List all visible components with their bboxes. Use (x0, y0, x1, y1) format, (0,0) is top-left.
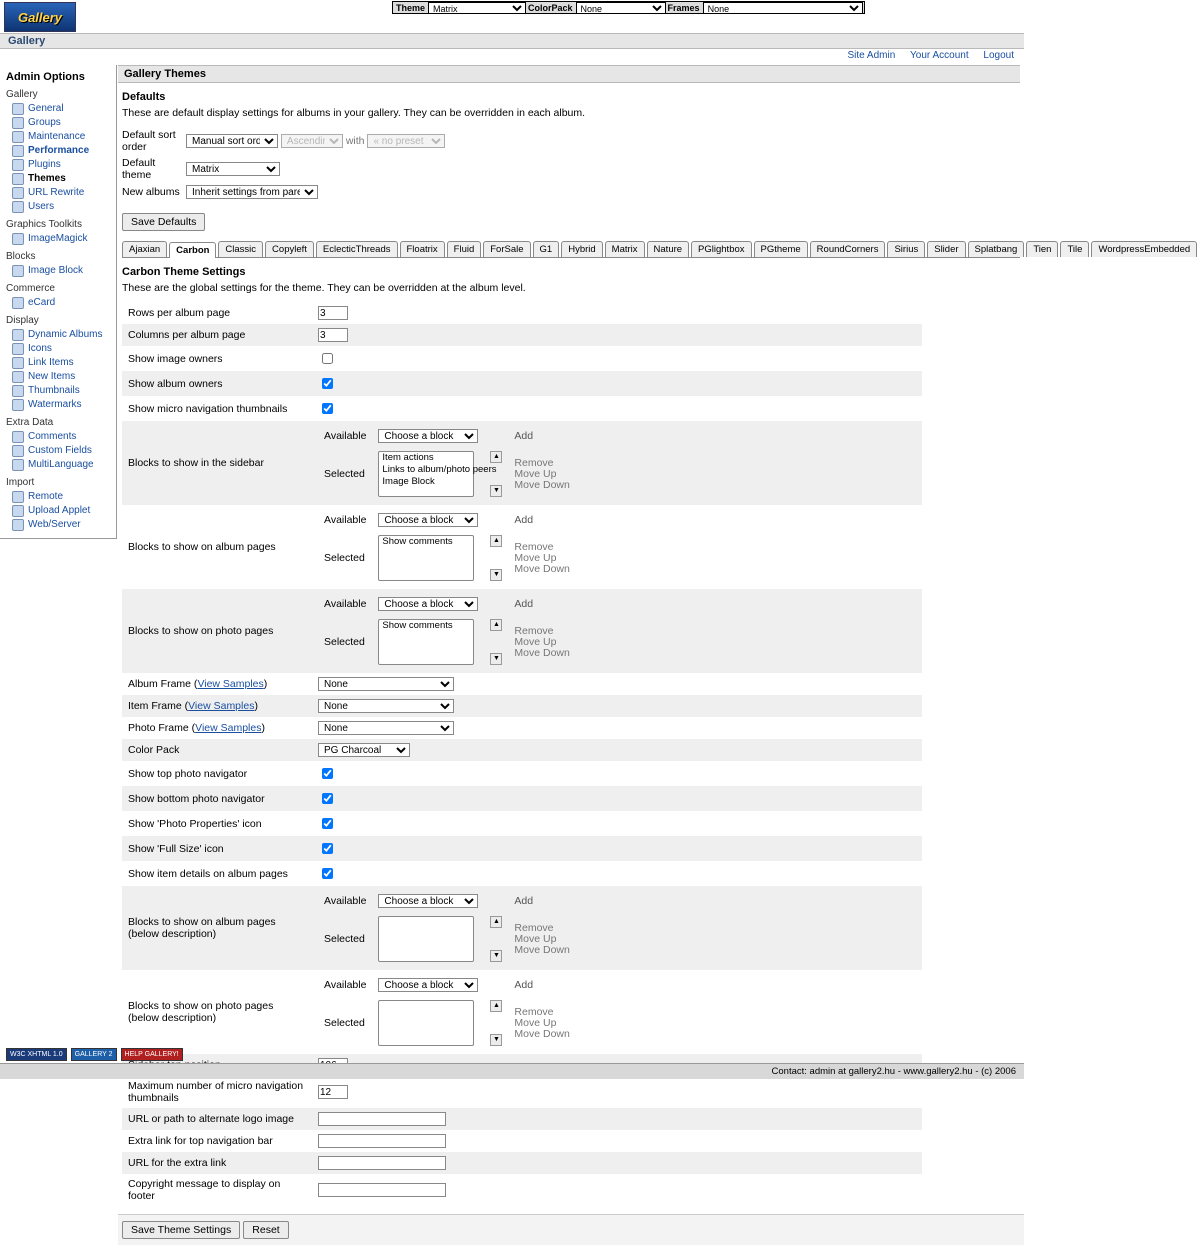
sidebar-group-title: Display (6, 315, 39, 326)
sidebar-item-general[interactable] (12, 102, 114, 115)
sidebar-item-users[interactable] (12, 200, 114, 213)
columns-per-album-page-input[interactable] (318, 328, 348, 342)
photo-below-move-down-button[interactable]: Move Down (514, 1027, 570, 1040)
thumbnail-icon (12, 385, 24, 397)
sidebar-group-title: Extra Data (6, 417, 54, 428)
new-icon (12, 371, 24, 383)
photo-remove-button[interactable]: Remove (514, 624, 554, 637)
item-frame-label: Item Frame (View Samples) (122, 695, 312, 717)
comment-icon (12, 431, 24, 443)
table-row (122, 421, 922, 505)
extra-link-url-input[interactable] (318, 1156, 446, 1170)
copyright-input[interactable] (318, 1183, 446, 1197)
blocks-album-below-label: Blocks to show on album pages (below description) (122, 886, 312, 970)
sidebar-item-ecard[interactable] (12, 296, 114, 309)
show-bottom-photo-nav-checkbox[interactable] (322, 793, 333, 804)
max-micro-nav-label: Maximum number of micro navigation thumbnails (128, 1080, 304, 1104)
photo-add-button[interactable]: Add (508, 593, 575, 615)
blocks-photo-control (312, 589, 922, 673)
photo-move-up-button[interactable]: Move Up (514, 635, 557, 648)
footer-badge[interactable]: GALLERY 2 (71, 1048, 117, 1061)
theme-settings-heading: Carbon Theme Settings (122, 266, 246, 278)
sidebar-item-maintenance[interactable] (12, 130, 114, 143)
sidebar-group-title: Import (6, 477, 35, 488)
sidebar-item-groups[interactable] (12, 116, 114, 129)
save-defaults-button[interactable]: Save Defaults (122, 213, 205, 231)
columns-per-album-page-label: Columns per album page (122, 324, 312, 346)
photo-move-down-button[interactable]: Move Down (514, 646, 570, 659)
show-bottom-photo-nav-label: Show bottom photo navigator (122, 786, 312, 811)
sidebar-group-title: Commerce (6, 283, 55, 294)
tab-classic[interactable]: Classic (218, 241, 263, 257)
frames-label: Frames (667, 2, 700, 13)
alt-logo-label: URL or path to alternate logo image (122, 1108, 312, 1130)
photo-below-move-up-button[interactable]: Move Up (514, 1016, 557, 1029)
footer-contact: Contact: admin at gallery2.hu - www.gallery2.hu - (c) 2006 (0, 1063, 1024, 1079)
logout-link[interactable]: Logout (983, 50, 1014, 61)
table-row (122, 396, 922, 421)
new-albums-label: New albums (122, 186, 180, 198)
sidebar-item-themes[interactable] (12, 172, 114, 185)
sidebar-item-performance[interactable] (12, 144, 114, 157)
table-row (122, 695, 922, 717)
table-row (122, 589, 922, 673)
preset-select[interactable] (367, 134, 445, 148)
show-micro-nav-checkbox[interactable] (322, 403, 333, 414)
sidebar-item-label: Thumbnails (28, 385, 80, 396)
sidebar-item-label: eCard (28, 297, 56, 308)
available-label: Available (324, 514, 367, 526)
table-row (122, 324, 922, 346)
sidebar-item-url-rewrite[interactable] (12, 186, 114, 199)
blocks-photo-below-control (312, 970, 922, 1054)
header-strip (0, 33, 1024, 49)
sidebar-group-title: Gallery (6, 89, 38, 100)
tab-eclecticthreads[interactable]: EclecticThreads (316, 241, 398, 257)
color-pack-label: Color Pack (122, 739, 312, 761)
sidebar-item-label: Users (28, 201, 55, 212)
sidebar-item-plugins[interactable] (12, 158, 114, 171)
tab-forsale[interactable]: ForSale (483, 241, 530, 257)
photo-below-remove-button[interactable]: Remove (514, 1005, 554, 1018)
album-below-available-select[interactable] (378, 894, 478, 908)
site-admin-link[interactable]: Site Admin (847, 50, 896, 61)
sidebar-move-down-button[interactable]: Move Down (514, 478, 570, 491)
sidebar-item-label: Image Block (28, 265, 84, 276)
photo-below-selected-list[interactable] (378, 1000, 474, 1046)
album-available-select[interactable] (378, 513, 478, 527)
sidebar-item-image-block[interactable] (12, 264, 114, 277)
sidebar-move-up-button[interactable]: Move Up (514, 467, 557, 480)
scroll-down-icon[interactable]: ▼ (490, 1034, 502, 1046)
sidebar-item-label: Maintenance (28, 131, 86, 142)
sidebar-group-title: Graphics Toolkits (6, 219, 82, 230)
show-photo-properties-label: Show 'Photo Properties' icon (128, 817, 262, 830)
show-album-owners-checkbox[interactable] (322, 378, 333, 389)
tab-copyleft[interactable]: Copyleft (265, 241, 314, 257)
show-album-owners-label: Show album owners (122, 371, 312, 396)
colorpack-select[interactable] (576, 2, 666, 14)
user-icon (12, 201, 24, 213)
sidebar-group-title: Blocks (6, 251, 36, 262)
sidebar-item-web-server[interactable] (12, 518, 114, 531)
gear-icon (12, 103, 24, 115)
table-row (122, 786, 922, 811)
default-sort-order-label: Default sort order (122, 129, 176, 153)
tab-carbon[interactable]: Carbon (169, 242, 216, 258)
sidebar-item-label: Dynamic Albums (28, 329, 103, 340)
theme-select[interactable] (428, 2, 526, 14)
tab-tile[interactable]: Tile (1060, 241, 1089, 257)
item-frame-select[interactable] (318, 699, 454, 713)
alt-logo-input[interactable] (318, 1112, 446, 1126)
watermark-icon (12, 399, 24, 411)
tab-nature[interactable]: Nature (647, 241, 690, 257)
tab-matrix[interactable]: Matrix (605, 241, 645, 257)
sidebar-item-dynamic-albums[interactable] (12, 328, 114, 341)
sidebar-selected-list[interactable] (378, 451, 474, 497)
tab-wordpressembedded[interactable]: WordpressEmbedded (1091, 241, 1197, 257)
theme-settings-description: These are the global settings for the theme. They can be overridden at the album level. (122, 282, 526, 294)
reset-button[interactable]: Reset (243, 1221, 288, 1239)
sidebar-item-thumbnails[interactable] (12, 384, 114, 397)
album-move-down-button[interactable]: Move Down (514, 562, 570, 575)
icons-icon (12, 343, 24, 355)
default-theme-select[interactable] (186, 162, 280, 176)
album-below-move-up-button[interactable]: Move Up (514, 932, 557, 945)
scroll-up-icon[interactable]: ▲ (490, 916, 502, 928)
rows-per-album-page-label: Rows per album page (128, 307, 231, 319)
default-theme-label: Default theme (122, 157, 156, 181)
table-row (122, 886, 922, 970)
table-row (122, 861, 922, 886)
sidebar-item-label: Link Items (28, 357, 74, 368)
show-image-owners-label: Show image owners (128, 352, 223, 365)
table-row (122, 970, 922, 1054)
available-label: Available (318, 593, 372, 615)
sidebar-item-label: Remote (28, 491, 64, 502)
table-row (122, 1108, 922, 1130)
extra-link-label: Extra link for top navigation bar (128, 1135, 273, 1147)
photo-below-available-select[interactable] (378, 978, 478, 992)
theme-form-actions (118, 1214, 1024, 1245)
tab-hybrid[interactable]: Hybrid (561, 241, 602, 257)
magick-icon (12, 233, 24, 245)
album-move-up-button[interactable]: Move Up (514, 551, 557, 564)
image-icon (12, 265, 24, 277)
album-selected-list[interactable] (378, 535, 474, 581)
sidebar-item-new-items[interactable] (12, 370, 114, 383)
sidebar-item-label: ImageMagick (28, 233, 88, 244)
rows-per-album-page-input[interactable] (318, 306, 348, 320)
blocks-photo-label: Blocks to show on photo pages (122, 589, 312, 673)
sidebar-add-button[interactable]: Add (508, 425, 575, 447)
theme-tabs (122, 241, 1191, 258)
scroll-up-icon[interactable]: ▲ (490, 451, 502, 463)
album-below-move-down-button[interactable]: Move Down (514, 943, 570, 956)
sidebar-item-icons[interactable] (12, 342, 114, 355)
show-micro-nav-label: Show micro navigation thumbnails (128, 402, 288, 415)
photo-below-add-button[interactable]: Add (514, 979, 534, 991)
table-row (122, 673, 922, 695)
table-row (122, 302, 922, 324)
sidebar-item-label: Comments (28, 431, 77, 442)
album-remove-button[interactable]: Remove (514, 540, 554, 553)
link-items-icon (12, 357, 24, 369)
sidebar-item-link-items[interactable] (12, 356, 114, 369)
theme-icon (12, 173, 24, 185)
table-row (122, 739, 922, 761)
gallery-logo[interactable] (4, 2, 76, 32)
available-label: Available (324, 979, 367, 991)
scroll-down-icon[interactable]: ▼ (490, 653, 502, 665)
selected-label: Selected (318, 912, 372, 966)
speed-icon (12, 145, 24, 157)
show-item-details-checkbox[interactable] (322, 868, 333, 879)
scroll-down-icon[interactable]: ▼ (490, 950, 502, 962)
show-full-size-checkbox[interactable] (322, 843, 333, 854)
remote-icon (12, 491, 24, 503)
tab-pgtheme[interactable]: PGtheme (754, 241, 808, 257)
sidebar-item-label: Icons (28, 343, 52, 354)
photo-selected-list[interactable] (378, 619, 474, 665)
top-nav-links (835, 50, 1014, 61)
available-label: Available (318, 890, 372, 912)
tab-fluid[interactable]: Fluid (447, 241, 482, 257)
tab-splatbang[interactable]: Splatbang (968, 241, 1025, 257)
blocks-album-control (312, 505, 922, 589)
sidebar-item-label: URL Rewrite (28, 187, 85, 198)
photo-frame-label: Photo Frame (View Samples) (128, 722, 265, 734)
album-frame-view-samples-link[interactable]: View Samples (197, 678, 264, 690)
save-theme-settings-button[interactable]: Save Theme Settings (122, 1221, 240, 1239)
link-icon (12, 187, 24, 199)
show-top-photo-nav-label: Show top photo navigator (128, 767, 248, 780)
tab-ajaxian[interactable]: Ajaxian (122, 241, 167, 257)
sidebar-item-label: Groups (28, 117, 61, 128)
sidebar-item-label: General (28, 103, 64, 114)
extra-link-url-label: URL for the extra link (122, 1152, 312, 1174)
sort-direction-select[interactable] (281, 134, 343, 148)
theme-label: Theme (396, 2, 426, 13)
main-content (118, 65, 1191, 1206)
album-below-remove-button[interactable]: Remove (514, 921, 554, 934)
sidebar-item-imagemagick[interactable] (12, 232, 114, 245)
blocks-album-below-control (312, 886, 922, 970)
table-row (122, 505, 922, 589)
sidebar-remove-button[interactable]: Remove (514, 456, 554, 469)
plug-icon (12, 159, 24, 171)
table-row (122, 717, 922, 739)
colorpack-label: ColorPack (528, 2, 573, 13)
table-row (122, 1152, 922, 1174)
scroll-up-icon[interactable]: ▲ (490, 535, 502, 547)
tab-tien[interactable]: Tien (1026, 241, 1058, 257)
defaults-form (122, 127, 449, 201)
footer-badge[interactable]: HELP GALLERY! (121, 1048, 183, 1061)
top-bar (0, 0, 1024, 33)
table-row (122, 346, 922, 371)
users-icon (12, 117, 24, 129)
sidebar-item-label: Themes (28, 173, 66, 184)
scroll-up-icon[interactable]: ▲ (490, 1000, 502, 1012)
scroll-down-icon[interactable]: ▼ (490, 569, 502, 581)
page-title: Gallery Themes (118, 65, 1020, 83)
language-icon (12, 459, 24, 471)
page-footer (0, 1051, 1024, 1079)
sidebar-heading: Admin Options (6, 71, 85, 83)
selected-label: Selected (318, 615, 372, 669)
extra-link-input[interactable] (318, 1134, 446, 1148)
theme-preview-toolbar (392, 1, 865, 14)
album-add-button[interactable]: Add (514, 514, 534, 526)
show-item-details-label: Show item details on album pages (128, 867, 288, 880)
blocks-album-label: Blocks to show on album pages (128, 541, 276, 553)
tab-roundcorners[interactable]: RoundCorners (810, 241, 886, 257)
sidebar-available-select[interactable] (378, 429, 478, 443)
top-nav-row (0, 49, 1024, 65)
table-row (122, 761, 922, 786)
sidebar-item-label: MultiLanguage (28, 459, 94, 470)
your-account-link[interactable]: Your Account (910, 50, 969, 61)
tab-pglightbox[interactable]: PGlightbox (691, 241, 751, 257)
show-top-photo-nav-checkbox[interactable] (322, 768, 333, 779)
scroll-down-icon[interactable]: ▼ (490, 485, 502, 497)
tab-g1[interactable]: G1 (533, 241, 560, 257)
copyright-label: Copyright message to display on footer (128, 1178, 281, 1202)
max-micro-nav-input[interactable] (318, 1085, 348, 1099)
defaults-description: These are default display settings for albums in your gallery. They can be overridden in each album. (122, 107, 586, 119)
logo-text: Gallery (17, 9, 63, 25)
sidebar-item-label: New Items (28, 371, 76, 382)
with-label: with (345, 135, 365, 147)
default-sort-order-select[interactable] (186, 134, 278, 148)
sidebar-item-label: Performance (28, 145, 90, 156)
show-photo-properties-checkbox[interactable] (322, 818, 333, 829)
item-frame-view-samples-link[interactable]: View Samples (188, 700, 255, 712)
photo-available-select[interactable] (378, 597, 478, 611)
album-icon (12, 329, 24, 341)
selected-label: Selected (318, 447, 372, 501)
frames-select[interactable] (703, 2, 863, 14)
wrench-icon (12, 131, 24, 143)
sidebar-item-comments[interactable] (12, 430, 114, 443)
show-image-owners-checkbox[interactable] (322, 353, 333, 364)
selected-label: Selected (324, 552, 365, 564)
selected-label: Selected (324, 1017, 365, 1029)
table-row (122, 836, 922, 861)
sidebar-item-label: Watermarks (28, 399, 82, 410)
blocks-photo-below-label: Blocks to show on photo pages (below description) (128, 1000, 274, 1024)
site-name: Gallery (8, 35, 46, 47)
sidebar-item-custom-fields[interactable] (12, 444, 114, 457)
sidebar-item-remote[interactable] (12, 490, 114, 503)
album-below-selected-list[interactable] (378, 916, 474, 962)
admin-sidebar (0, 65, 117, 539)
table-row (122, 1174, 922, 1206)
defaults-heading: Defaults (122, 91, 166, 103)
color-pack-select[interactable] (318, 743, 410, 757)
field-icon (12, 445, 24, 457)
tab-sirius[interactable]: Sirius (887, 241, 925, 257)
server-icon (12, 519, 24, 531)
available-label: Available (318, 425, 372, 447)
scroll-up-icon[interactable]: ▲ (490, 619, 502, 631)
album-below-add-button[interactable]: Add (508, 890, 575, 912)
upload-icon (12, 505, 24, 517)
album-frame-select[interactable] (318, 677, 454, 691)
blocks-sidebar-label: Blocks to show in the sidebar (122, 421, 312, 505)
tab-slider[interactable]: Slider (927, 241, 965, 257)
footer-badge[interactable]: W3C XHTML 1.0 (6, 1048, 67, 1061)
table-row (122, 811, 922, 836)
footer-badges (6, 1048, 183, 1061)
sidebar-item-label: Plugins (28, 159, 61, 170)
card-icon (12, 297, 24, 309)
photo-frame-select[interactable] (318, 721, 454, 735)
table-row (122, 1076, 922, 1108)
new-albums-select[interactable] (186, 185, 318, 199)
album-frame-label: Album Frame (View Samples) (128, 678, 268, 690)
sidebar-item-upload-applet[interactable] (12, 504, 114, 517)
show-full-size-label: Show 'Full Size' icon (122, 836, 312, 861)
table-row (122, 1130, 922, 1152)
blocks-sidebar-control (312, 421, 922, 505)
sidebar-item-label: Upload Applet (28, 505, 91, 516)
sidebar-item-watermarks[interactable] (12, 398, 114, 411)
table-row (122, 371, 922, 396)
tab-floatrix[interactable]: Floatrix (400, 241, 445, 257)
sidebar-item-label: Web/Server (28, 519, 81, 530)
sidebar-item-label: Custom Fields (28, 445, 92, 456)
sidebar-item-multilanguage[interactable] (12, 458, 114, 471)
photo-frame-view-samples-link[interactable]: View Samples (195, 722, 262, 734)
